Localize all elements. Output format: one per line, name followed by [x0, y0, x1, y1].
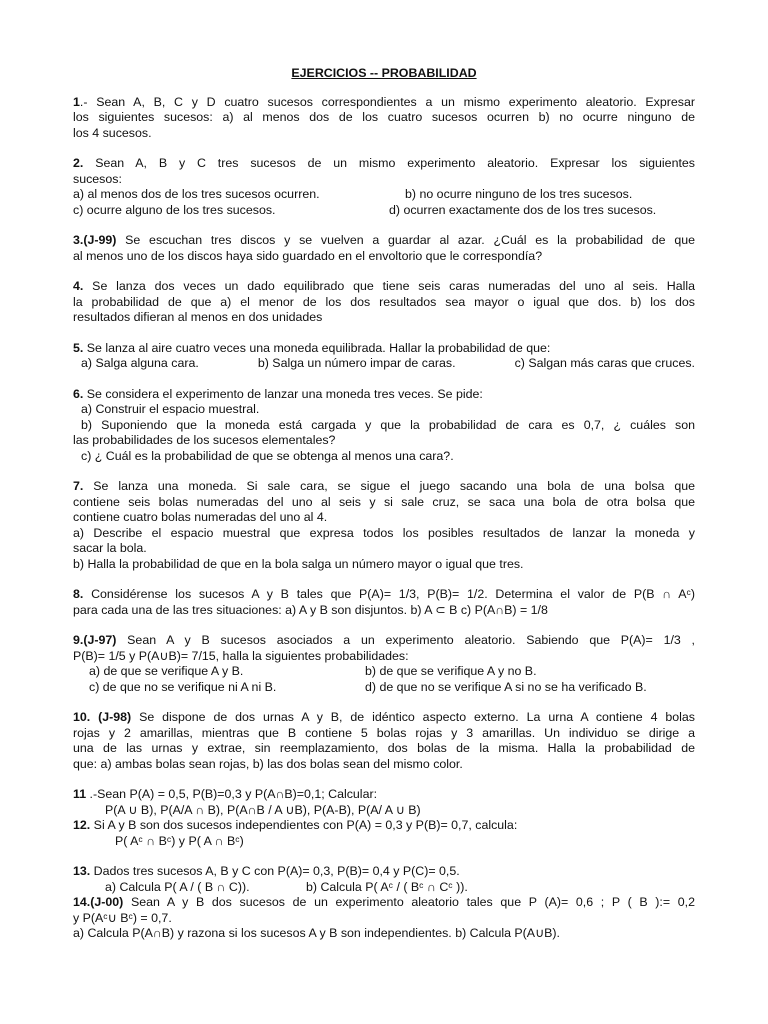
exercise-number: 14.(J-00) — [73, 895, 124, 909]
exercise-number: 10. (J-98) — [73, 710, 132, 724]
exercise-text: para cada una de las tres situaciones: a) A y B son disjuntos. b) A ⊂ B c) P(A∩B) = 1/8 — [73, 602, 548, 617]
exercise-text: la probabilidad de que a) el menor de los dos resultados sea mayor o igual que dos. b) los dos — [73, 294, 695, 309]
option-c: c) Salgan más caras que cruces. — [514, 356, 695, 370]
option-a: a) Construir el espacio muestral. — [81, 402, 260, 416]
option-c: c) ocurre alguno de los tres sucesos. — [73, 202, 276, 217]
option-b: b) Suponiendo que la moneda está cargada y que la probabilidad de cara es 0,7, ¿ cuáles son — [81, 417, 695, 432]
option-b: b) no ocurre ninguno de los tres sucesos. — [405, 187, 633, 201]
exercise-text: a) Calcula P(A∩B) y razona si los sucesos A y B son independientes. b) Calcula P(A∪B). — [73, 926, 560, 940]
exercise-8 — [73, 587, 695, 618]
exercise-5 — [73, 341, 695, 372]
exercise-number: 2. — [73, 156, 84, 170]
option-a-continued: sacar la bola. — [73, 541, 147, 555]
exercise-10 — [73, 710, 695, 772]
exercise-text: una de las urnas y extrae, sin reemplazamiento, dos bolas de la misma. Halla la probabilidad de — [73, 741, 695, 755]
exercise-text: Se lanza una moneda. Si sale cara, se sigue el juego sacando una bola de una bolsa que — [83, 479, 695, 493]
exercise-3 — [73, 233, 695, 264]
exercise-text: Se escuchan tres discos y se vuelven a guardar al azar. ¿Cuál es la probabilidad de que — [116, 233, 695, 247]
exercise-text: los siguientes sucesos: a) al menos dos de los cuatro sucesos ocurren b) no ocurre ninguno de — [73, 110, 695, 124]
exercise-text: P(B)= 1/5 y P(A∪B)= 7/15, halla la siguientes probabilidades: — [73, 648, 409, 663]
option-b: b) de que se verifique A y no B. — [365, 664, 537, 678]
page-title: EJERCICIOS -- PROBABILIDAD — [291, 66, 477, 80]
exercise-text: Se lanza al aire cuatro veces una moneda equilibrada. Hallar la probabilidad de que: — [83, 340, 551, 355]
exercise-items: P(A ∪ B), P(A/A ∩ B), P(A∩B / A ∪B), P(A-B), P(A/ A ∪ B) — [105, 802, 421, 817]
exercise-number: 4. — [73, 279, 84, 293]
exercise-number: 5. — [73, 340, 84, 355]
exercise-13 — [73, 864, 695, 895]
exercise-text: rojas y 2 amarillas, mientras que B contiene 5 bolas rojas y 3 amarillas. Un individuo se dirige a — [73, 725, 695, 740]
exercise-4 — [73, 279, 695, 326]
exercise-number: 12. — [73, 818, 91, 832]
option-b: b) Salga un número impar de caras. — [257, 356, 456, 370]
exercise-text: Se dispone de dos urnas A y B, de idéntico aspecto externo. La urna A contiene 4 bolas — [131, 710, 695, 724]
exercise-text: Sean A y B dos sucesos de un experimento aleatorio tales que P (A)= 0,6 ; P ( B ):= 0,2 — [123, 895, 695, 909]
exercise-11 — [73, 787, 695, 818]
exercise-7 — [73, 479, 695, 572]
exercise-14 — [73, 895, 695, 942]
exercise-text: los 4 sucesos. — [73, 125, 152, 140]
option-a: a) Salga alguna cara. — [81, 356, 199, 370]
exercise-number: 13. — [73, 864, 91, 878]
option-a: a) de que se verifique A y B. — [89, 664, 244, 678]
exercise-text: resultados difieran al menos en dos unidades — [73, 310, 323, 324]
exercise-text: Se lanza dos veces un dado equilibrado que tiene seis caras numeradas del uno al seis. Halla — [83, 279, 695, 293]
exercise-number: 7. — [73, 479, 84, 493]
exercise-text: Sean A y B sucesos asociados a un experimento aleatorio. Sabiendo que P(A)= 1/3 , — [116, 633, 695, 647]
exercise-text: Dados tres sucesos A, B y C con P(A)= 0,3, P(B)= 0,4 y P(C)= 0,5. — [90, 864, 460, 878]
exercise-text: y P(Aᶜ∪ Bᶜ) = 0,7. — [73, 910, 172, 925]
option-b: b) Halla la probabilidad de que en la bola salga un número mayor o igual que tres. — [73, 556, 524, 571]
exercise-1 — [73, 95, 695, 142]
exercise-12 — [73, 818, 695, 849]
exercise-text: contiene cuatro bolas numeradas del uno al 4. — [73, 510, 328, 524]
option-a: a) al menos dos de los tres sucesos ocurren. — [73, 187, 320, 201]
exercise-text: Se considera el experimento de lanzar una moneda tres veces. Se pide: — [83, 386, 483, 401]
option-b: b) Calcula P( Aᶜ / ( Bᶜ ∩ Cᶜ )). — [306, 879, 468, 894]
exercise-9 — [73, 633, 695, 695]
exercise-2 — [73, 156, 695, 218]
exercise-number: 6. — [73, 386, 84, 401]
exercise-text: al menos uno de los discos haya sido guardado en el envoltorio que le correspondía? — [73, 248, 543, 263]
exercise-text: sucesos: — [73, 171, 122, 186]
exercise-number: 8. — [73, 587, 84, 601]
option-a: a) Calcula P( A / ( B ∩ C)). — [105, 879, 250, 894]
exercise-number: 3.(J-99) — [73, 233, 117, 247]
exercise-text: Si A y B son dos sucesos independientes con P(A) = 0,3 y P(B)= 0,7, calcula: — [90, 818, 518, 832]
option-d: d) ocurren exactamente dos de los tres sucesos. — [389, 202, 657, 217]
exercise-text: Sean A, B y C tres sucesos de un mismo experimento aleatorio. Expresar los siguientes — [83, 156, 695, 170]
exercise-text: Considérense los sucesos A y B tales que P(A)= 1/3, P(B)= 1/2. Determina el valor de P(B ∩ Aᶜ) — [83, 587, 695, 601]
exercise-number: 11 — [73, 787, 87, 801]
document-page — [73, 66, 695, 957]
exercise-6 — [73, 387, 695, 465]
exercise-number: 9.(J-97) — [73, 633, 117, 647]
exercise-text: que: a) ambas bolas sean rojas, b) las dos bolas sean del mismo color. — [73, 756, 463, 771]
option-d: d) de que no se verifique A si no se ha verificado B. — [365, 679, 647, 694]
option-c: c) ¿ Cuál es la probabilidad de que se obtenga al menos una cara?. — [81, 448, 454, 463]
option-a: a) Describe el espacio muestral que expresa todos los posibles resultados de lanzar la moneda y — [73, 525, 695, 540]
exercise-items: P( Aᶜ ∩ Bᶜ) y P( A ∩ Bᶜ) — [115, 833, 244, 848]
option-c: c) de que no se verifique ni A ni B. — [89, 679, 277, 694]
option-b-continued: las probabilidades de los sucesos elementales? — [73, 433, 336, 447]
exercise-text: contiene seis bolas numeradas del uno al seis y si sale cruz, se saca una bola de otra bolsa que — [73, 494, 695, 509]
exercise-text: .- Sean A, B, C y D cuatro sucesos correspondientes a un mismo experimento aleatorio. Expresar — [79, 94, 695, 109]
exercise-text: .-Sean P(A) = 0,5, P(B)=0,3 y P(A∩B)=0,1; Calcular: — [86, 787, 378, 801]
exercise-number: 1 — [73, 94, 80, 109]
